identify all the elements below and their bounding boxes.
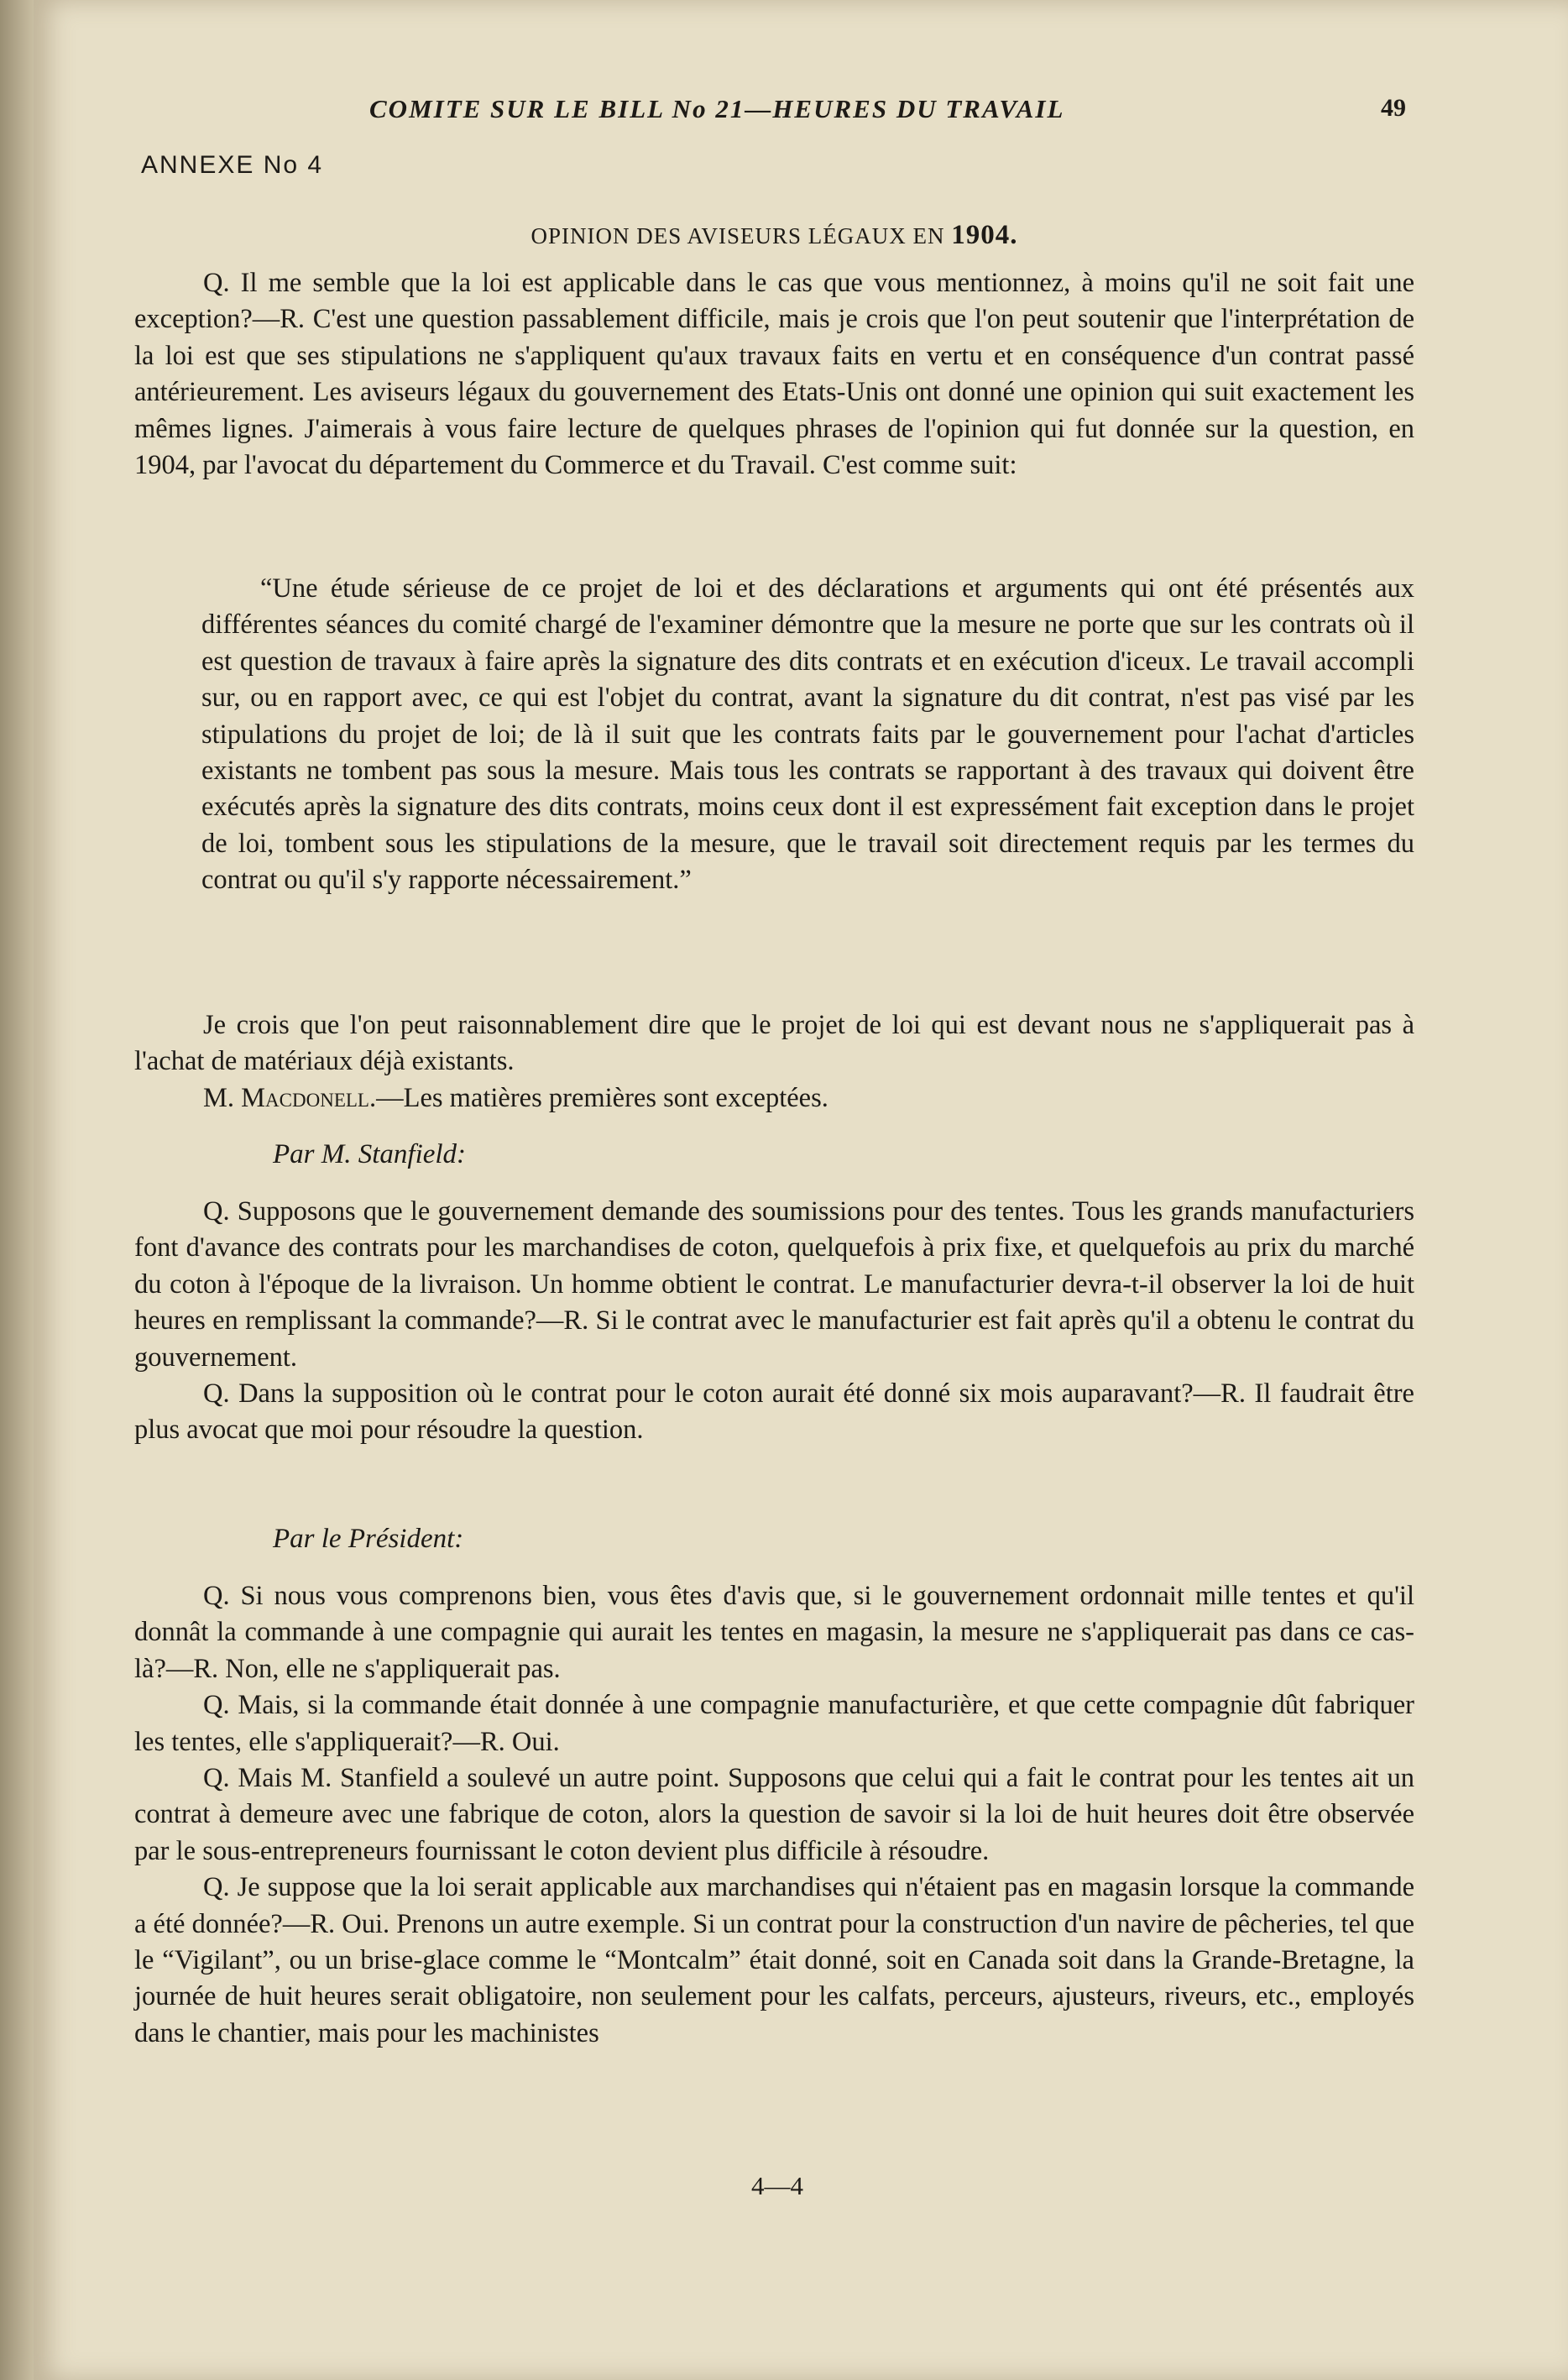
paragraph-block <box>134 1194 1414 1449</box>
block-quote <box>201 571 1414 899</box>
quote-paragraph: “Une étude sérieuse de ce projet de loi et des déclarations et arguments qui ont été présentés aux différentes séances du comité chargé de l'examiner démontre que la mesure ne porte que sur les contrats où il est question de travaux à faire après la signature des dits contrats et en exécution d'iceux. Le travail accompli sur, ou en rapport avec, ce qui est l'objet du contrat, avant la signature du dit contrat, n'est pas visé par les stipulations du projet de loi; de là il suit que les contrats faits par le gouvernement pour l'achat d'articles existants ne tombent pas sous la mesure. Mais tous les contrats se rapportant à des travaux qui doivent être exécutés après la signature des dits contrats, moins ceux dont il est expressément fait exception dans le projet de loi, tombent sous les stipulations de la mesure, que le travail soit directement requis par les termes du contrat ou qu'il s'y rapporte nécessairement.” <box>201 573 1414 896</box>
paragraph: Q. Mais, si la commande était donnée à une compagnie manufacturière, et que cette compagnie dût fabriquer les tentes, elle s'appliquerait?—R. Oui. <box>134 1690 1414 1757</box>
section-title-year: 1904. <box>951 220 1018 250</box>
paragraph <box>134 1080 1414 1117</box>
opening-paragraph-block <box>134 265 1414 484</box>
page-number: 49 <box>1381 94 1406 122</box>
section-title-text: OPINION DES AVISEURS LÉGAUX EN <box>531 223 952 248</box>
section-title <box>134 220 1414 251</box>
subheading: Par M. Stanfield: <box>273 1139 467 1169</box>
page-binding-edge <box>0 0 34 2380</box>
paragraph: Q. Si nous vous comprenons bien, vous êtes d'avis que, si le gouvernement ordonnait mille tentes et qu'il donnât la commande à une compagnie qui aurait les tentes en magasin, la mesure ne s'appliquerait pas dans ce cas-là?—R. Non, elle ne s'appliquerait pas. <box>134 1581 1414 1684</box>
paragraph: Q. Mais M. Stanfield a soulevé un autre point. Supposons que celui qui a fait le contrat pour les tentes ait un contrat à demeure avec une fabrique de coton, alors la question de savoir si la loi de huit heures doit être observée par le sous-entrepreneurs fournissant le coton devient plus difficile à résoudre. <box>134 1763 1414 1866</box>
speaker-name: M. Macdonell. <box>203 1082 377 1113</box>
speaker-text: —Les matières premières sont exceptées. <box>376 1082 828 1113</box>
running-title: COMITE SUR LE BILL No 21—HEURES DU TRAVAIL <box>369 94 1065 123</box>
paragraph: Q. Je suppose que la loi serait applicable aux marchandises qui n'étaient pas en magasin lorsque la commande a été donnée?—R. Oui. Prenons un autre exemple. Si un contrat pour la construction d'un navire de pêcheries, tel que le “Vigilant”, ou un brise-glace comme le “Montcalm” était donné, soit en Canada soit dans la Grande-Bretagne, la journée de huit heures serait obligatoire, non seulement pour les calfats, perceurs, ajusteurs, riveurs, etc., employés dans le chantier, mais pour les machinistes <box>134 1872 1414 2048</box>
paragraph-block <box>134 1578 1414 2052</box>
subheading: Par le Président: <box>273 1524 464 1554</box>
paragraph: Q. Il me semble que la loi est applicable dans le cas que vous mentionnez, à moins qu'il ne soit fait une exception?—R. C'est une question passablement difficile, mais je crois que l'on peut soutenir que l'interprétation de la loi est que ses stipulations ne s'appliquent qu'aux travaux faits en vertu et en conséquence d'un contrat passé antérieurement. Les aviseurs légaux du gouvernement des Etats-Unis ont donné une opinion qui suit exactement les mêmes lignes. J'aimerais à vous faire lecture de quelques phrases de l'opinion qui fut donnée sur la question, en 1904, par l'avocat du département du Commerce et du Travail. C'est comme suit: <box>134 268 1414 481</box>
paragraph: Je crois que l'on peut raisonnablement dire que le projet de loi qui est devant nous ne s'appliquerait pas à l'achat de matériaux déjà existants. <box>134 1010 1414 1077</box>
paragraph: Q. Dans la supposition où le contrat pour le coton aurait été donné six mois auparavant?—R. Il faudrait être plus avocat que moi pour résoudre la question. <box>134 1378 1414 1446</box>
folio: 4—4 <box>751 2171 803 2200</box>
annex-label: ANNEXE No 4 <box>141 151 324 179</box>
paragraph: Q. Supposons que le gouvernement demande des soumissions pour des tentes. Tous les grands manufacturiers font d'avance des contrats pour les marchandises de coton, quelquefois à prix fixe, et quelquefois au prix du marché du coton à l'époque de la livraison. Un homme obtient le contrat. Le manufacturier devra-t-il observer la loi de huit heures en remplissant la commande?—R. Si le contrat avec le manufacturier est fait après qu'il a obtenu le contrat du gouvernement. <box>134 1196 1414 1373</box>
paragraph-block <box>134 1007 1414 1117</box>
